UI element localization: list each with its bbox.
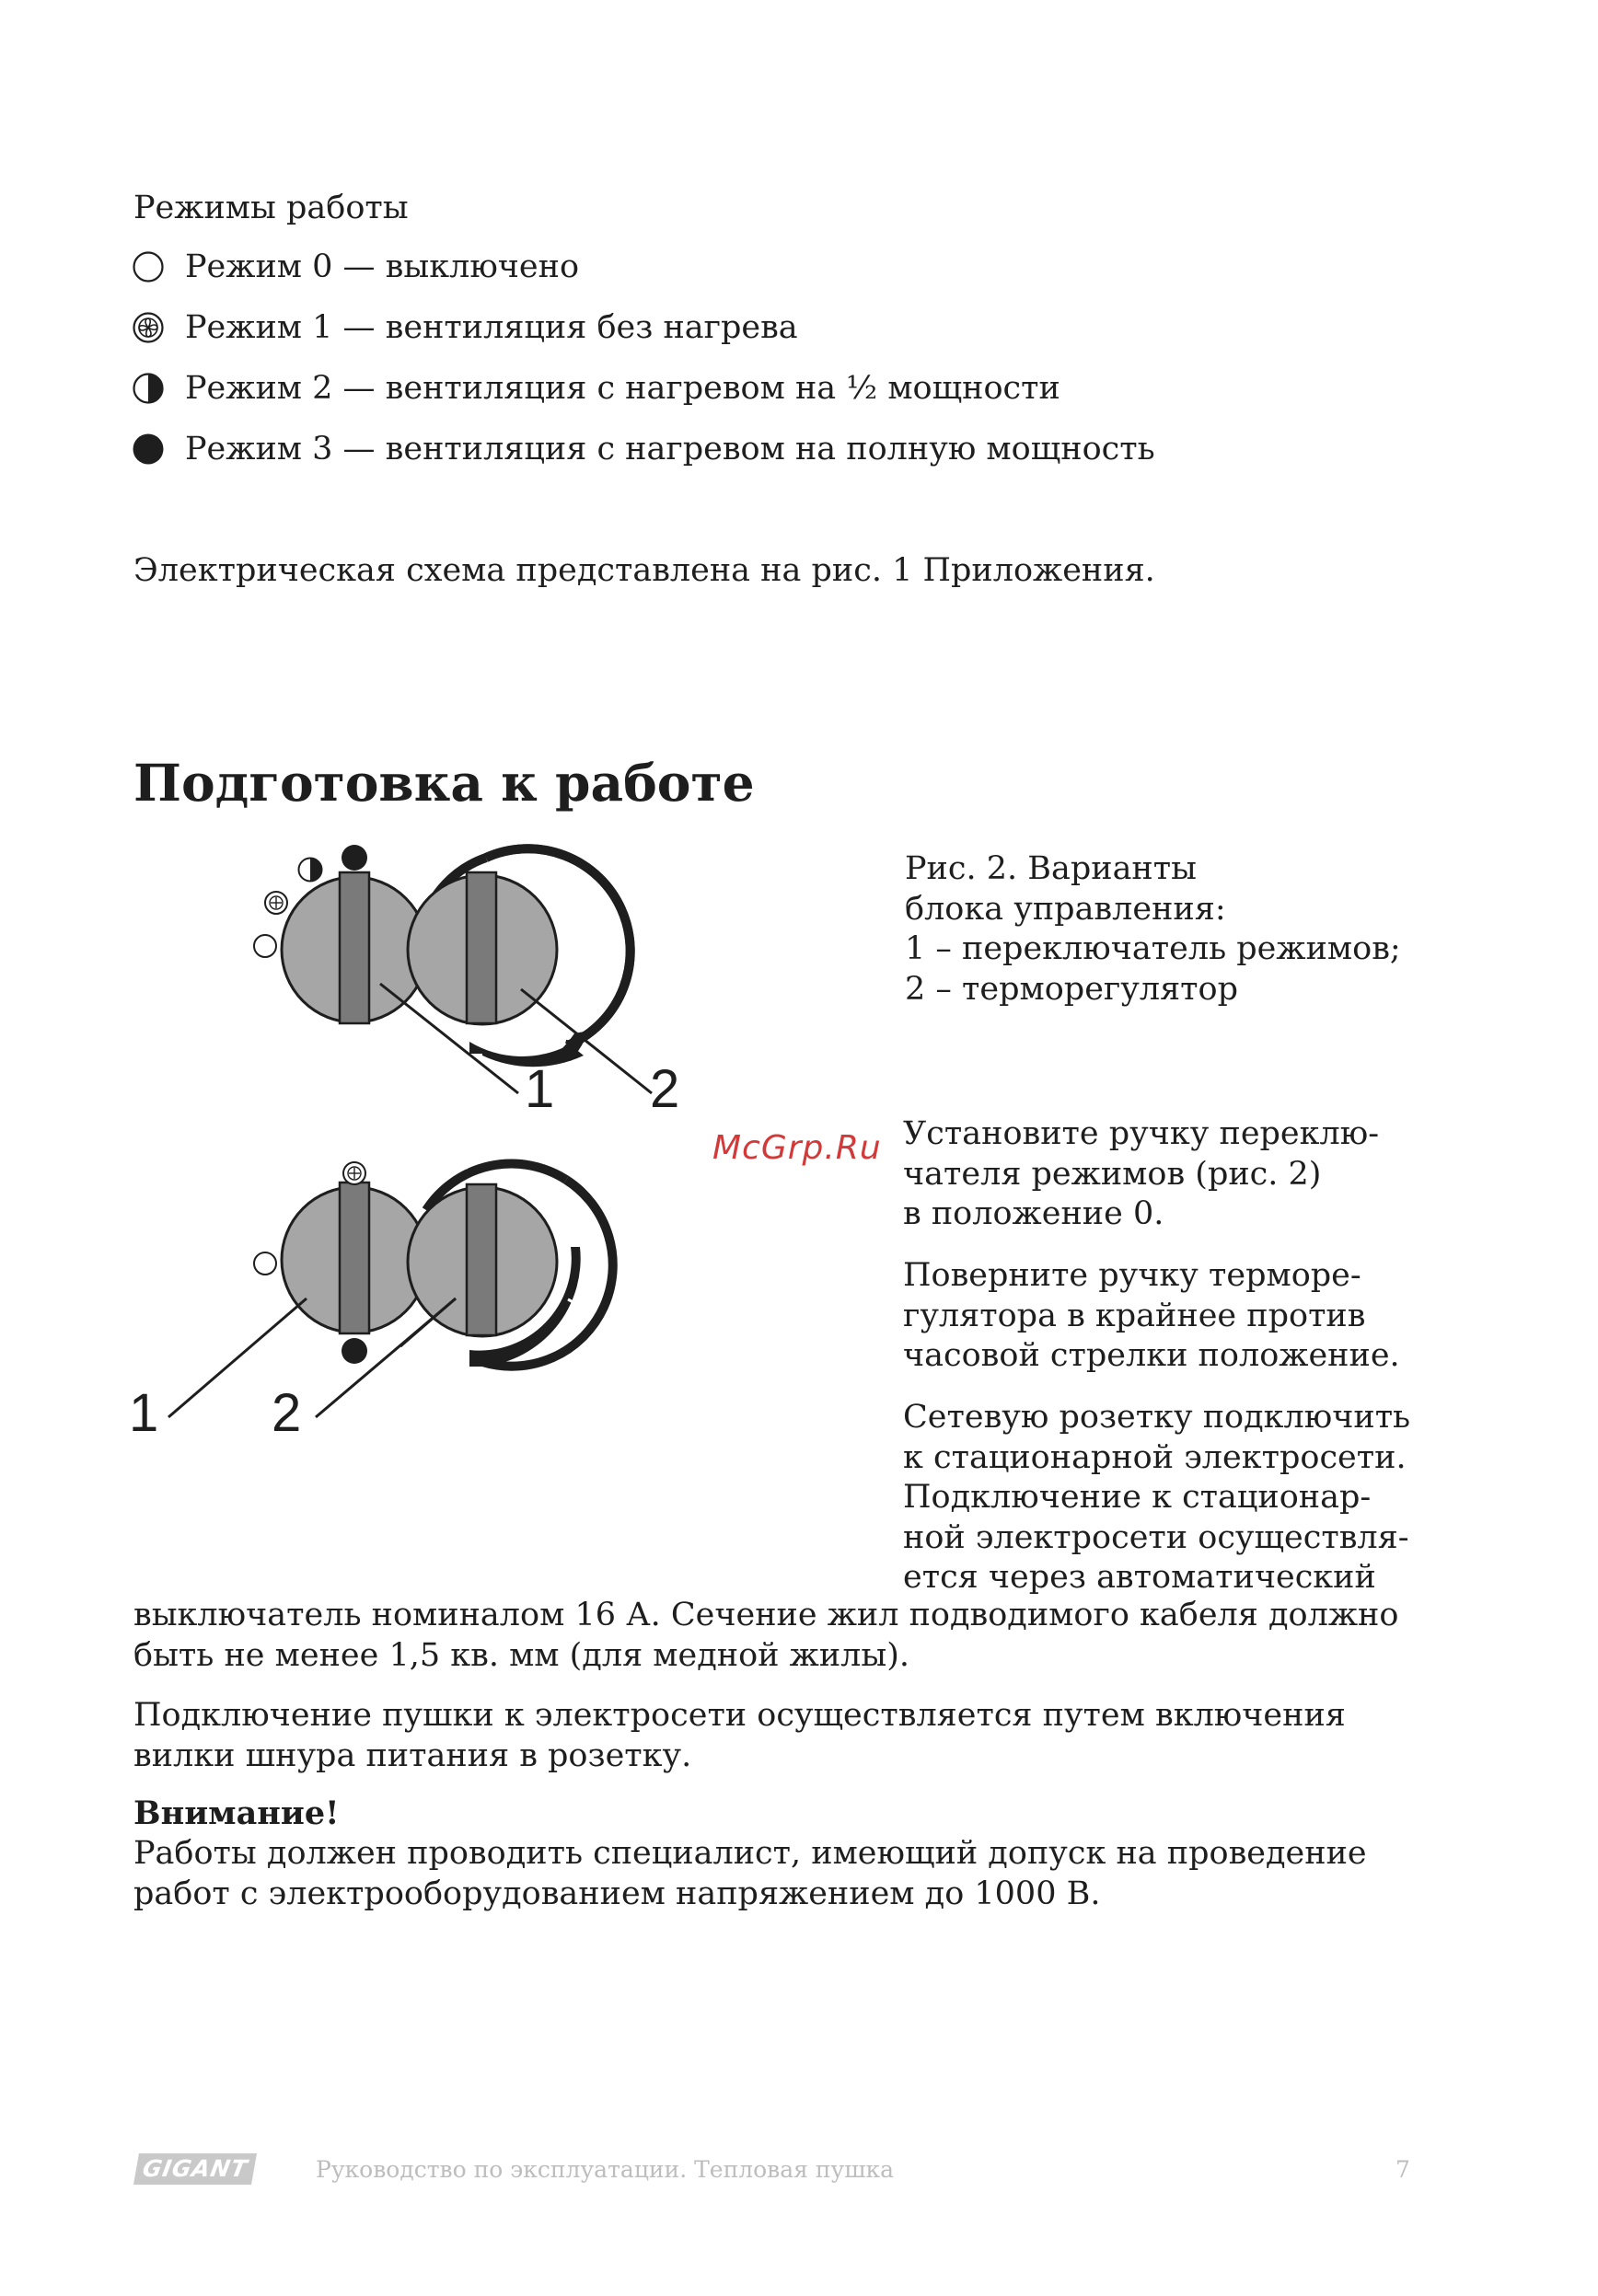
mode-item-2: [132, 368, 1060, 409]
text-line: Подключение к стационар-: [903, 1479, 1372, 1516]
fan-icon: [343, 1162, 365, 1184]
page-number: 7: [1395, 2156, 1410, 2183]
filled-circle-icon: [342, 1338, 367, 1364]
paragraph-set-mode-switch: [903, 1114, 1379, 1235]
text-line: ется через автоматический: [903, 1559, 1376, 1596]
mode-item-3: [132, 429, 1155, 469]
callout-label: 2: [272, 1383, 302, 1443]
mode-label: Режим 1 — вентиляция без нагрева: [185, 309, 798, 346]
paragraph-turn-thermostat: [903, 1256, 1400, 1377]
caption-line: 1 – переключатель режимов;: [905, 930, 1401, 967]
circuit-note: Электрическая схема представлена на рис. 1 Приложения.: [133, 552, 1155, 589]
text-line: Подключение пушки к электросети осуществляется путем включения: [133, 1697, 1346, 1734]
mode-item-0: [132, 247, 579, 287]
thermostat-knob-bottom: [408, 1157, 613, 1367]
text-line: гулятора в крайнее против: [903, 1297, 1366, 1334]
empty-circle-icon: [254, 935, 276, 957]
paragraph-socket-connection-continued: [133, 1596, 1398, 1676]
text-line: ной электросети осуществля-: [903, 1518, 1409, 1556]
text-line: Установите ручку переклю-: [903, 1115, 1380, 1152]
section-title: Подготовка к работе: [133, 753, 755, 813]
mode-switch-knob-top: [282, 872, 427, 1023]
half-circle-icon: [299, 859, 322, 882]
caption-line: 2 – терморегулятор: [905, 970, 1238, 1008]
attention-heading: Внимание!: [133, 1794, 340, 1832]
fan-icon: [265, 892, 287, 914]
text-line: Работы должен проводить специалист, имеющий допуск на проведение: [133, 1835, 1367, 1872]
callout-label: 2: [650, 1059, 680, 1119]
text-line: Сетевую розетку подключить: [903, 1399, 1411, 1436]
mode-label: Режим 3 — вентиляция с нагревом на полную мощность: [185, 431, 1155, 467]
mode-label: Режим 0 — выключено: [185, 248, 580, 285]
text-line: выключатель номиналом 16 А. Сечение жил подводимого кабеля должно: [133, 1597, 1399, 1633]
watermark: McGrp.Ru: [712, 1129, 882, 1167]
text-line: Поверните ручку терморе-: [903, 1257, 1361, 1294]
filled-circle-icon: [342, 845, 367, 871]
paragraph-plug-connection: [133, 1696, 1346, 1776]
brand-logo: GIGANT: [133, 2153, 257, 2185]
footer-title: Руководство по эксплуатации. Тепловая пушка: [316, 2156, 895, 2183]
text-line: чателя режимов (рис. 2): [903, 1155, 1322, 1193]
mode-item-1: [132, 307, 798, 348]
thermostat-knob-top: [408, 848, 631, 1067]
caption-line: Рис. 2. Варианты: [905, 850, 1197, 887]
paragraph-socket-connection: [903, 1398, 1410, 1598]
empty-circle-icon: [254, 1252, 276, 1275]
text-line: вилки шнура питания в розетку.: [133, 1736, 692, 1774]
figure-caption: [905, 849, 1401, 1010]
half-circle-icon: [132, 372, 165, 405]
text-line: быть не менее 1,5 кв. мм (для медной жилы).: [133, 1636, 910, 1674]
mode-label: Режим 2 — вентиляция с нагревом на ½ мощности: [185, 370, 1060, 407]
paragraph-specialist-warning: [133, 1834, 1367, 1914]
callout-label: 1: [129, 1383, 159, 1443]
text-line: часовой стрелки положение.: [903, 1337, 1400, 1374]
filled-circle-icon: [132, 433, 165, 466]
callout-label: 1: [525, 1059, 555, 1119]
text-line: в положение 0.: [903, 1195, 1164, 1232]
text-line: работ с электрооборудованием напряжением до 1000 В.: [133, 1875, 1101, 1912]
modes-title: Режимы работы: [133, 190, 409, 226]
mode-switch-knob-bottom: [282, 1183, 427, 1333]
text-line: к стационарной электросети.: [903, 1438, 1407, 1476]
empty-circle-icon: [132, 250, 165, 283]
caption-line: блока управления:: [905, 890, 1226, 928]
fan-icon: [132, 311, 165, 344]
